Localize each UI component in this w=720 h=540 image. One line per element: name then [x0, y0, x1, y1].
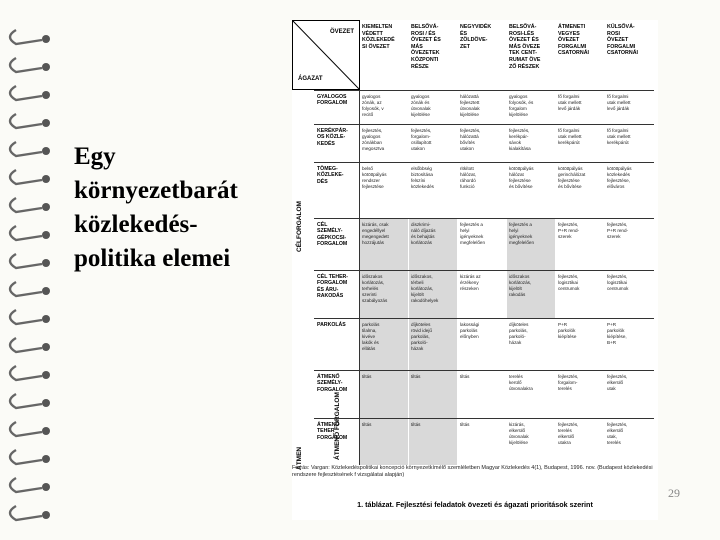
table-caption: 1. táblázat. Fejlesztési feladatok övezeti és ágazati prioritások szerint	[357, 500, 593, 509]
table-cell: tiltás	[409, 371, 457, 419]
table-cell: kötöttpályás hálózat fejlesztése és bővítése	[509, 166, 534, 189]
table-cell: fejlesztés a helyi igényeknek megfelelően	[460, 222, 486, 245]
table-corner-header	[292, 20, 360, 90]
table-row	[314, 370, 654, 419]
table-cell: diszkrimi- náló díjazás és behajtás korlátozás	[409, 219, 457, 271]
table-cell: fejlesztés, gyalogos zónákban megosztva	[362, 128, 385, 151]
table-cell: belső kötöttpályás rendszer fejlesztése	[362, 166, 387, 189]
table-cell: fejlesztés a helyi igényeknek megfelelően	[507, 219, 555, 271]
table-cell: lakossági parkolás előnyben	[460, 322, 480, 339]
table-cell: fő forgalmi utak mellett levő járdák	[558, 94, 582, 111]
table-row	[314, 162, 654, 219]
priority-table	[292, 20, 658, 520]
table-cell: terelés kerülő útvonalakra	[509, 374, 533, 391]
table-cell: fejlesztés, forgalom- terelés	[558, 374, 579, 391]
column-header: BELSŐVÁ- ROSI-LÉS ÖVEZET ÉS MÁS ÖVEZE TEK CENT- RUMAT ÖVE ZŐ RÉSZEK	[509, 24, 541, 70]
table-cell: időszakos korlátozás, kijelölt rakodás	[507, 271, 555, 319]
table-cell: tiltás	[360, 371, 408, 419]
group-label-destination: CÉLFORGALOM	[296, 201, 303, 252]
row-header: TÖMEG- KÖZLEKE- DÉS	[314, 163, 360, 219]
table-cell: kizárás, csak engedéllyel megengedett hozzájutás	[360, 219, 408, 271]
row-header: PARKOLÁS	[314, 319, 360, 371]
table-cell: kötöttpályás közlekedés fejlesztése, előváros	[607, 166, 632, 189]
group-label-transit: ÁTMENŐ FORGALOM	[334, 392, 341, 460]
page-number: 29	[668, 486, 680, 500]
table-cell: ritkított hálózat, ráhordó funkció	[460, 166, 477, 189]
table-cell: fejlesztés, hálózattá bővítés utakon	[460, 128, 481, 151]
row-header: ÁTMENŐ TEHER FORGALOM	[314, 419, 360, 465]
slide-title	[74, 140, 284, 276]
table-cell: időszakos korlátozás, terhelés szerinti szabályozás	[360, 271, 408, 319]
source-note: Forrás: Vargan: Közlekedéspolitikai koncepció környezetkímélő szemléletben Magyar Közlekedés 4(1), Budapest, 1996. nov. (Budapest közlekedési rendszere fejlesztésének f vizsgálatai alapján)	[292, 465, 653, 478]
table-cell: fejlesztés, kerékpár- sávok kialakítása	[509, 128, 531, 151]
row-header: GYALOGOS FORGALOM	[314, 91, 360, 125]
column-header: BELSŐVÁ- ROSI / ÉS ÖVEZET ÉS MÁS ÖVEZETEK KÖZPONTI RÉSZE	[411, 24, 441, 70]
table-cell: fejlesztés, elkerülő utak, terelés	[607, 422, 628, 445]
table-cell: P+R parkolók kiépítése	[558, 322, 577, 339]
table-cell: gyalogos zónák, az folyosók, v recitő	[362, 94, 384, 117]
table-cell: gyalogos zónák és útvonalak kijelölése	[411, 94, 431, 117]
row-header: CÉL TEHER- FORGALOM ÉS ÁRU- RAKODÁS	[314, 271, 360, 319]
group-label-transit-short: ÁTMEN	[296, 446, 303, 470]
table-cell: hálózattá fejlesztett útvonalak kijelölése	[460, 94, 480, 117]
table-cell: fejlesztés, P+R rend- szerek	[607, 222, 629, 239]
zone-header: ÖVEZET	[329, 29, 354, 35]
table-cell: fejlesztés, elkerülő utak	[607, 374, 628, 391]
table-cell: időszakos, térbeli korlátozás, kijelölt rakodóhelyek	[409, 271, 457, 319]
table-row	[314, 418, 654, 465]
title-line: környezetbarát	[74, 177, 238, 204]
table-cell: díjköteles rövid idejű parkolás, parkoló- házak	[409, 319, 457, 371]
table-cell: fő forgalmi utak mellett levő járdák	[607, 94, 631, 111]
table-cell: díjköteles parkolás, parkoló- házak	[509, 322, 529, 345]
table-cell: tiltás	[360, 419, 408, 465]
column-headers	[360, 20, 654, 90]
table-cell: fejlesztés, forgalom- csillapított utakon	[411, 128, 432, 151]
column-header: KIEMELTEN VÉDETT KÖZLEKEDÉ SI ÖVEZET	[362, 24, 395, 50]
row-header: KERÉKPÁR- OS KÖZLE- KEDÉS	[314, 125, 360, 163]
row-header: ÁTMENŐ SZEMÉLY- FORGALOM	[314, 371, 360, 419]
table-row	[314, 90, 654, 125]
table-cell: fejlesztés, logisztikai centrumok	[607, 274, 629, 291]
table-cell: tiltás	[409, 419, 457, 465]
table-cell: fő forgalmi utak mellett kerékpárút	[607, 128, 631, 145]
table-cell: elsőbbség biztosítása felszíni közlekedés	[411, 166, 434, 189]
table-row	[314, 218, 654, 271]
table-cell: parkolás tilalma, kivéve lakók és ellátás	[360, 319, 408, 371]
table-cell: kizárás, elkerülő útvonalak kijelölése	[509, 422, 529, 445]
sector-header: ÁGAZAT	[298, 76, 323, 82]
table-cell: tiltás	[460, 374, 470, 379]
table-cell: gyalogos folyosók, és forgalom kijelölése	[509, 94, 534, 117]
table-row	[314, 270, 654, 319]
table-cell: fejlesztés, logisztikai centrumok	[558, 274, 580, 291]
table-cell: fejlesztés, P+R rend- szerek	[558, 222, 580, 239]
table-cell: fejlesztés, terelés elkerülő utakra	[558, 422, 579, 445]
table-cell: kizárás az érzékeny részeken	[460, 274, 481, 291]
column-header: KÜLSŐVÁ- ROSI ÖVEZET FORGALMI CSATORNÁI	[607, 24, 638, 57]
table-cell: kötöttpályás gerinchálózat fejlesztése és bővítése	[558, 166, 586, 189]
table-cell: P+R parkolók kiépítése, B+R	[607, 322, 627, 345]
column-header: NEGYVIDÉK ÉS ZÖLDÖVE- ZET	[460, 24, 492, 50]
table-row	[314, 124, 654, 163]
table-cell: tiltás	[460, 422, 470, 427]
table-cell: fő forgalmi utak mellett kerékpárút	[558, 128, 582, 145]
title-line: Egy	[74, 143, 116, 170]
column-header: ÁTMENETI VEGYES ÖVEZET FORGALMI CSATORNÁI	[558, 24, 589, 57]
table-row	[314, 318, 654, 371]
title-line: politika elemei	[74, 245, 231, 272]
title-line: közlekedés-	[74, 211, 198, 238]
row-header: CÉL SZEMÉLY- GÉPKOCSI- FORGALOM	[314, 219, 360, 271]
